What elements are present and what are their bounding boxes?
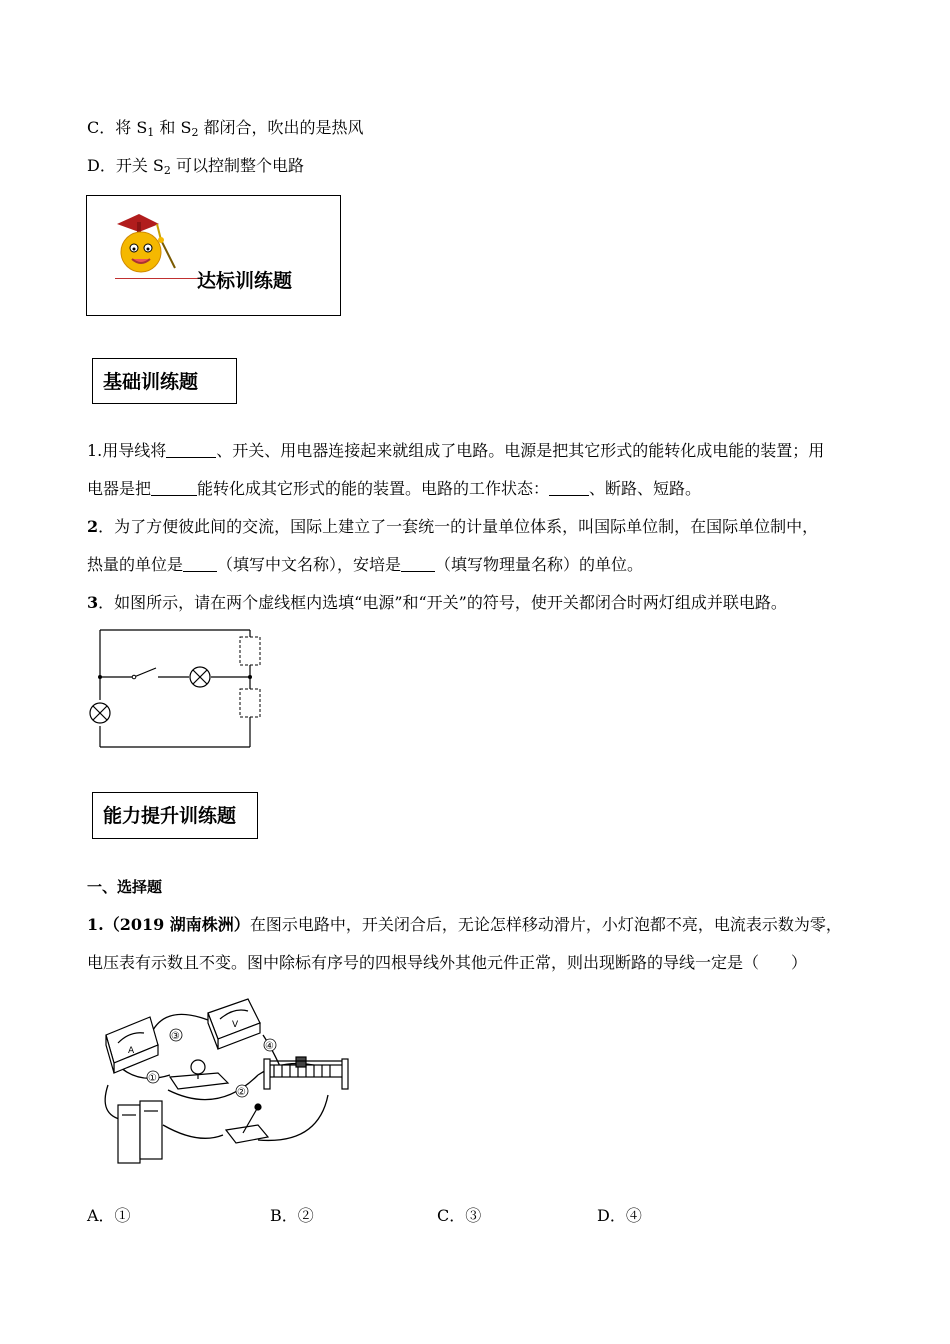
- voltmeter-label: V: [232, 1020, 239, 1030]
- rheostat-icon: [264, 1057, 348, 1089]
- blank: [166, 443, 216, 458]
- banner-title: 达标训练题: [197, 270, 293, 292]
- question-1-line-2: 电器是把 能转化成其它形式的能的装置。电路的工作状态： 、断路、短路。: [87, 479, 702, 498]
- dashed-box-bottom: [240, 689, 260, 717]
- ammeter-icon: [106, 1017, 158, 1073]
- battery-icon: [118, 1101, 162, 1163]
- answer-option-d[interactable]: D．④: [597, 1206, 642, 1225]
- answer-option-c[interactable]: C．③: [437, 1206, 482, 1225]
- option-c: C．将 $S_1$ 和 $S_2$ 都闭合，吹出的是热风: [87, 118, 364, 139]
- blank: [401, 557, 435, 572]
- wire-label-2: ②: [237, 1087, 246, 1098]
- banner: [86, 195, 341, 316]
- question-4-line-2: 电压表有示数且不变。图中除标有序号的四根导线外其他元件正常，则出现断路的导线一定是（ ）: [87, 953, 808, 972]
- question-1-line-1: 1.用导线将 、开关、用电器连接起来就组成了电路。电源是把其它形式的能转化成电能的装置；用: [87, 441, 825, 460]
- question-3: 3．如图所示，请在两个虚线框内选填“电源”和“开关”的符号，使开关都闭合时两灯组成并联电路。: [87, 593, 787, 612]
- bulb-icon: [190, 667, 210, 687]
- circuit-apparatus-figure: [98, 995, 358, 1170]
- blank: [151, 481, 197, 496]
- ammeter-label: A: [128, 1046, 135, 1056]
- switch-icon: [226, 1104, 268, 1143]
- parallel-circuit-diagram: [86, 625, 272, 751]
- option-d: D．开关 $S_2$ 可以控制整个电路: [87, 156, 304, 177]
- section-advanced-title: 能力提升训练题: [92, 792, 258, 839]
- blank: [549, 481, 589, 496]
- question-2-line-2: 热量的单位是 （填写中文名称），安培是 （填写物理量名称）的单位。: [87, 555, 644, 574]
- junction-dot: [248, 675, 252, 679]
- wire-label-4: ④: [265, 1041, 274, 1052]
- choice-heading: 一、选择题: [87, 878, 163, 896]
- blank: [183, 557, 217, 572]
- wire-label-1: ①: [148, 1073, 157, 1084]
- wire-label-3: ③: [171, 1031, 180, 1042]
- dashed-box-top: [240, 637, 260, 665]
- answer-option-a[interactable]: A．①: [87, 1206, 131, 1225]
- junction-dot: [98, 675, 102, 679]
- banner-underline: [115, 278, 203, 279]
- section-basic-title: 基础训练题: [92, 358, 237, 404]
- bulb-board-icon: [170, 1060, 228, 1089]
- bulb-icon: [90, 703, 110, 723]
- question-4-line-1: 1.（2019 湖南株洲）在图示电路中，开关闭合后，无论怎样移动滑片，小灯泡都不亮，电流表示数为零，: [87, 915, 842, 934]
- question-2-line-1: 2．为了方便彼此间的交流，国际上建立了一套统一的计量单位体系，叫国际单位制，在国际单位制中，: [87, 517, 819, 536]
- answer-option-b[interactable]: B．②: [270, 1206, 314, 1225]
